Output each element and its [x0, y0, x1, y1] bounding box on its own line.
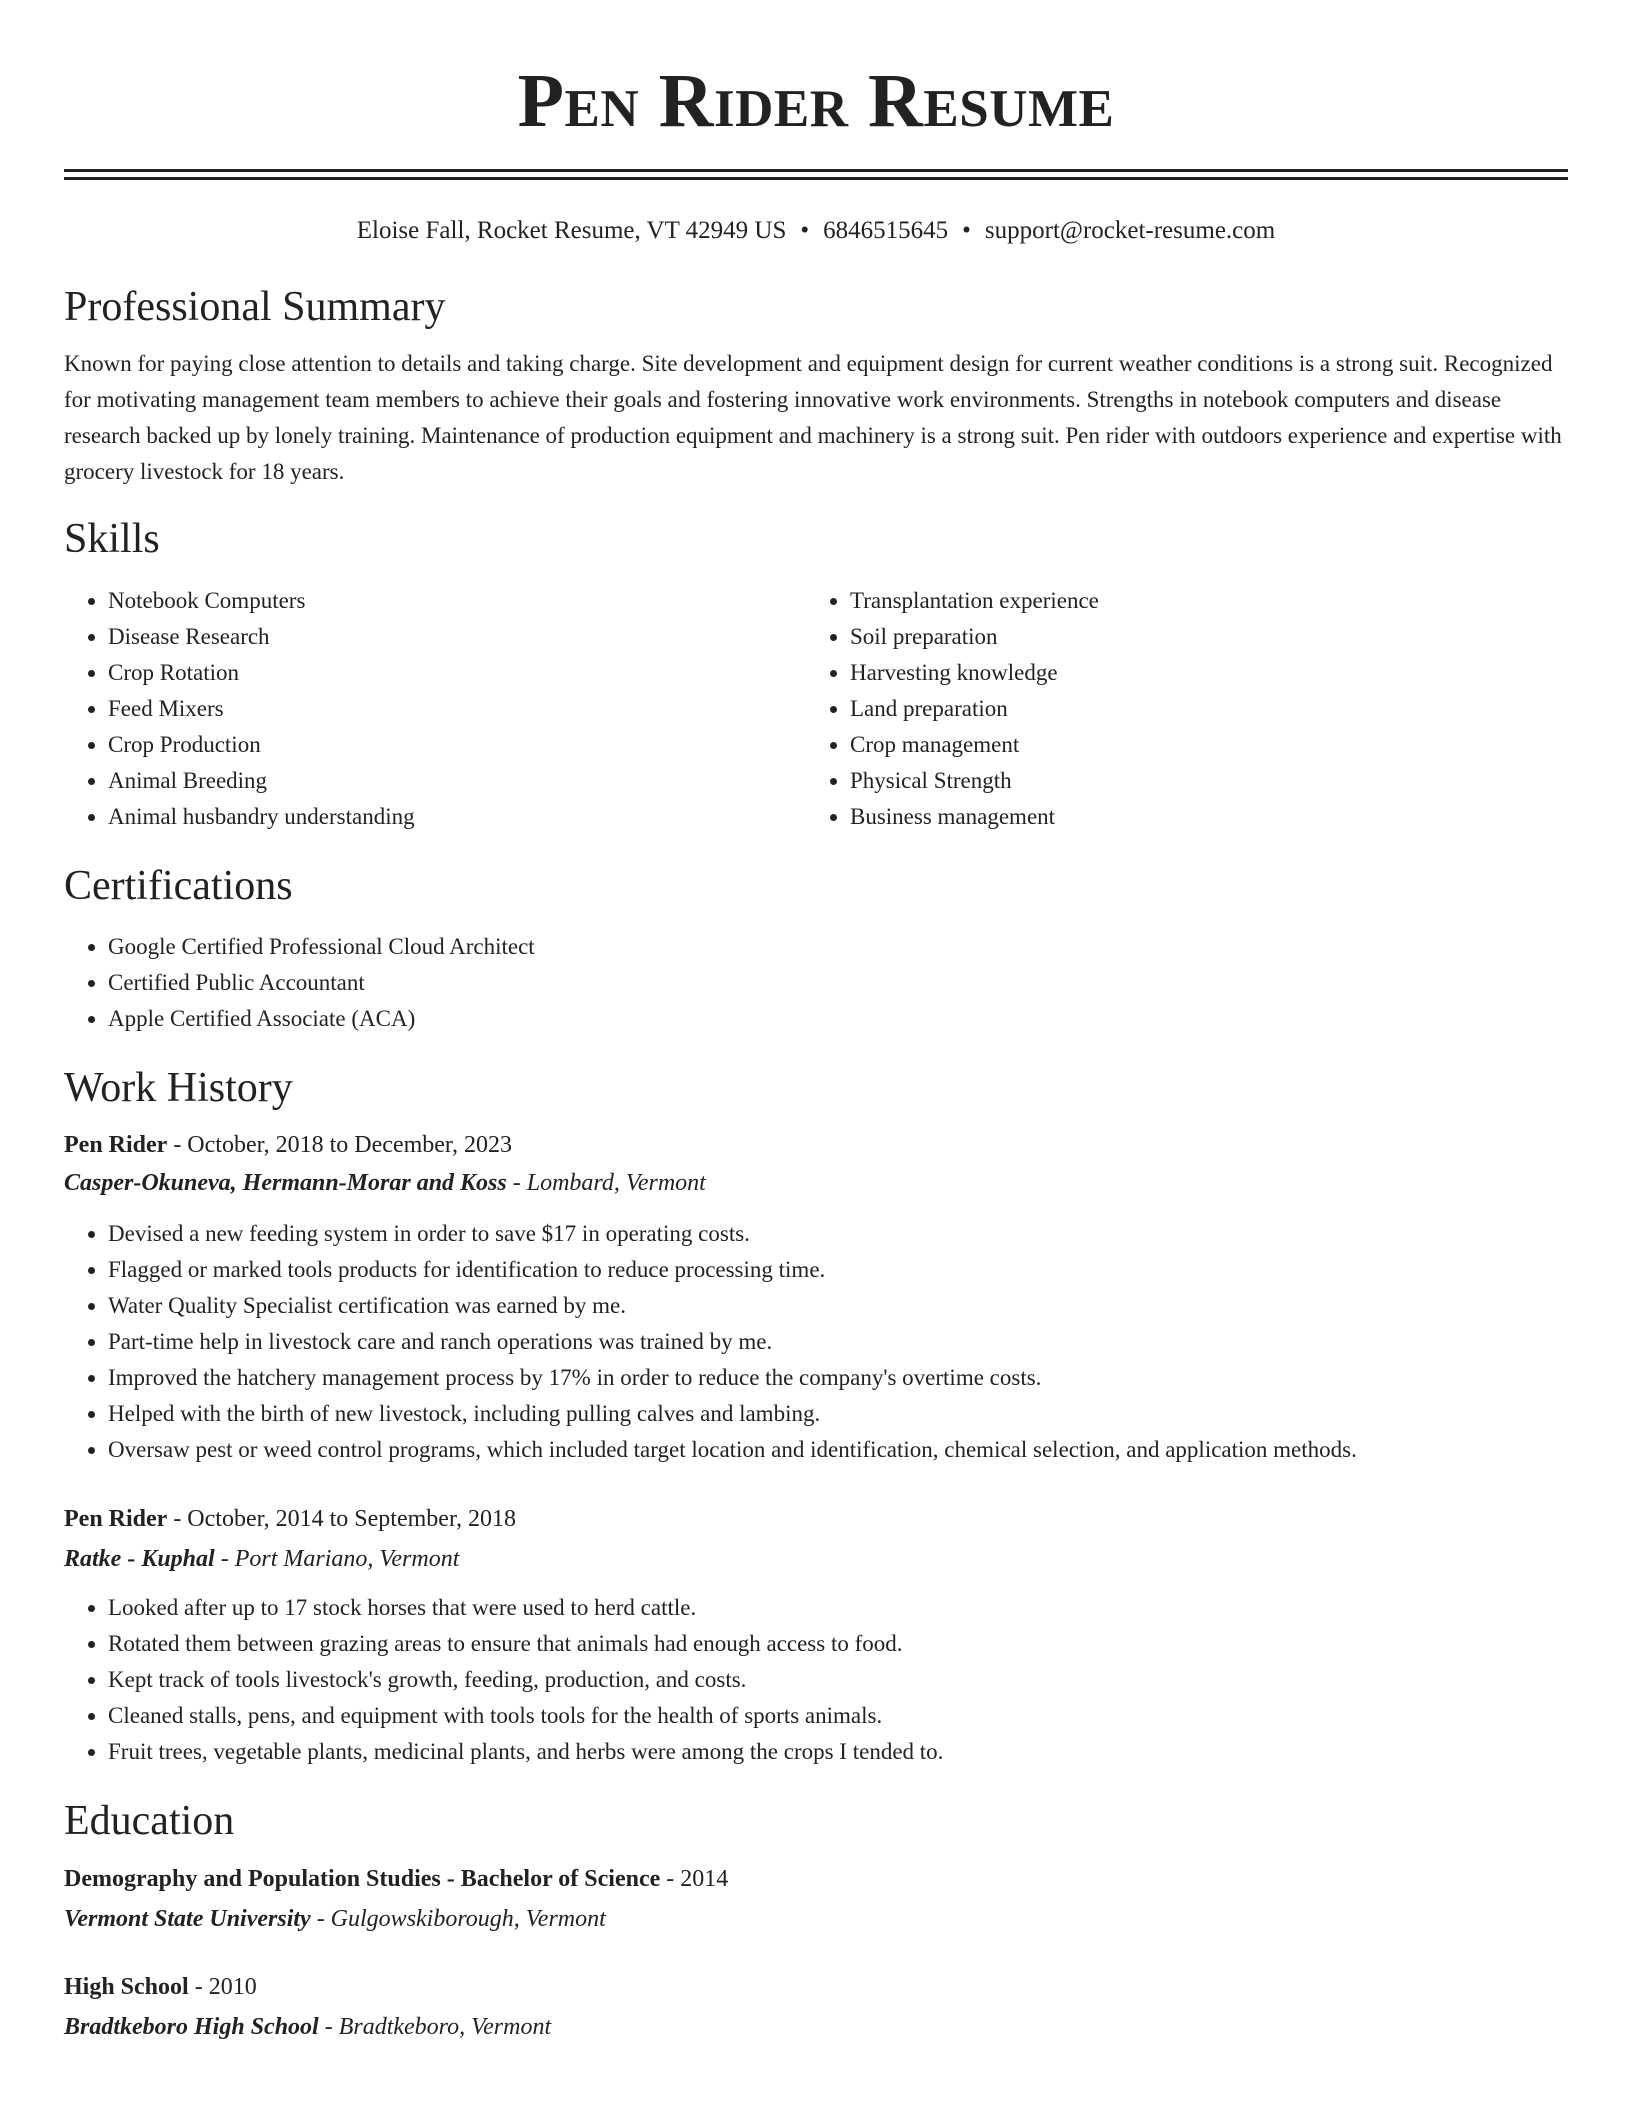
skill-item: • Land preparation — [850, 691, 1548, 727]
skill-item: • Notebook Computers — [108, 583, 806, 619]
job-duty: • Devised a new feeding system in order to save $17 in operating costs. — [108, 1216, 1568, 1252]
education-school: Vermont State University — [64, 1905, 311, 1932]
skill-item: • Soil preparation — [850, 619, 1548, 655]
education-location: - Gulgowskiborough, Vermont — [310, 1905, 606, 1932]
education-degree: High School — [64, 1973, 189, 2000]
education-school-line — [64, 1900, 1568, 1938]
skill-item: • Animal Breeding — [108, 763, 806, 799]
education-school-line — [64, 2008, 1568, 2046]
skills-grid — [64, 583, 1568, 835]
education-entry — [64, 1968, 1568, 2046]
skill-item: • Crop management — [850, 727, 1548, 763]
education-degree-line — [64, 1860, 1568, 1898]
education-entry — [64, 1860, 1568, 1938]
job-title: Pen Rider — [64, 1505, 168, 1532]
job-company: Casper-Okuneva, Hermann-Morar and Koss — [64, 1169, 507, 1196]
job-location: - Port Mariano, Vermont — [214, 1545, 460, 1572]
certification-item: • Certified Public Accountant — [108, 965, 1568, 1001]
job-entry — [64, 1500, 1568, 1770]
job-dates: - October, 2018 to December, 2023 — [167, 1131, 512, 1158]
education-degree: Demography and Population Studies - Bachelor of Science — [64, 1865, 661, 1892]
job-duty: • Part-time help in livestock care and ranch operations was trained by me. — [108, 1324, 1568, 1360]
skills-heading: Skills — [64, 516, 160, 563]
skill-item: • Animal husbandry understanding — [108, 799, 806, 835]
job-duty: • Helped with the birth of new livestock, including pulling calves and lambing. — [108, 1396, 1568, 1432]
job-title-line — [64, 1500, 1568, 1538]
job-duty: • Rotated them between grazing areas to ensure that animals had enough access to food. — [108, 1626, 1568, 1662]
job-duties-list — [64, 1590, 1568, 1770]
certification-item: • Apple Certified Associate (ACA) — [108, 1001, 1568, 1037]
contact-separator: • — [962, 217, 971, 244]
job-duty: • Kept track of tools livestock's growth, feeding, production, and costs. — [108, 1662, 1568, 1698]
contact-phone: 6846515645 — [823, 217, 949, 244]
skill-item: • Disease Research — [108, 619, 806, 655]
job-duty: • Cleaned stalls, pens, and equipment with tools tools for the health of sports animals. — [108, 1698, 1568, 1734]
job-duty: • Fruit trees, vegetable plants, medicinal plants, and herbs were among the crops I tended to. — [108, 1734, 1568, 1770]
job-duty: • Improved the hatchery management process by 17% in order to reduce the company's overtime costs. — [108, 1360, 1568, 1396]
skills-column-left — [64, 583, 806, 835]
certifications-heading: Certifications — [64, 862, 293, 909]
skills-column-right — [806, 583, 1548, 835]
skills-list-right — [806, 583, 1548, 835]
skill-item: • Transplantation experience — [850, 583, 1548, 619]
contact-email: support@rocket-resume.com — [984, 217, 1276, 244]
skill-item: • Business management — [850, 799, 1548, 835]
certification-item: • Google Certified Professional Cloud Architect — [108, 929, 1568, 965]
job-company-line — [64, 1164, 1568, 1202]
skill-item: • Feed Mixers — [108, 691, 806, 727]
job-company-line — [64, 1540, 1568, 1578]
education-year: - 2010 — [188, 1973, 257, 2000]
work-history-heading: Work History — [64, 1065, 293, 1112]
skill-item: • Crop Rotation — [108, 655, 806, 691]
job-dates: - October, 2014 to September, 2018 — [167, 1505, 516, 1532]
skills-list-left — [64, 583, 806, 835]
job-company: Ratke - Kuphal — [64, 1545, 215, 1572]
education-year: - 2014 — [660, 1865, 729, 1892]
skill-item: • Physical Strength — [850, 763, 1548, 799]
job-duty: • Flagged or marked tools products for identification to reduce processing time. — [108, 1252, 1568, 1288]
contact-address: Eloise Fall, Rocket Resume, VT 42949 US — [356, 217, 787, 244]
job-location: - Lombard, Vermont — [506, 1169, 706, 1196]
education-school: Bradtkeboro High School — [64, 2013, 319, 2040]
skill-item: • Crop Production — [108, 727, 806, 763]
education-degree-line — [64, 1968, 1568, 2006]
job-entry — [64, 1126, 1568, 1468]
contact-separator: • — [800, 217, 810, 244]
job-title: Pen Rider — [64, 1131, 168, 1158]
education-heading: Education — [64, 1797, 235, 1844]
summary-heading: Professional Summary — [64, 284, 446, 330]
resume-title: Pen Rider Resume — [517, 59, 1115, 143]
job-title-line — [64, 1126, 1568, 1164]
education-location: - Bradtkeboro, Vermont — [318, 2013, 552, 2040]
job-duty: • Looked after up to 17 stock horses that were used to herd cattle. — [108, 1590, 1568, 1626]
job-duty: • Oversaw pest or weed control programs, which included target location and identification, chemical selection, and application methods. — [108, 1432, 1568, 1468]
certifications-list — [64, 929, 1568, 1037]
title-double-rule — [64, 169, 1568, 180]
skill-item: • Harvesting knowledge — [850, 655, 1548, 691]
contact-line — [64, 214, 1568, 248]
job-duty: • Water Quality Specialist certification was earned by me. — [108, 1288, 1568, 1324]
job-duties-list — [64, 1216, 1568, 1468]
summary-text: Known for paying close attention to details and taking charge. Site development and equipment design for current weather conditions is a strong suit. Recognized for motivating management team members to achieve their goals and fostering innovative work environments. Strengths in notebook computers and disease research backed up by lonely training. Maintenance of production equipment and machinery is a strong suit. Pen rider with outdoors experience and expertise with grocery livestock for 18 years. — [64, 351, 1562, 485]
